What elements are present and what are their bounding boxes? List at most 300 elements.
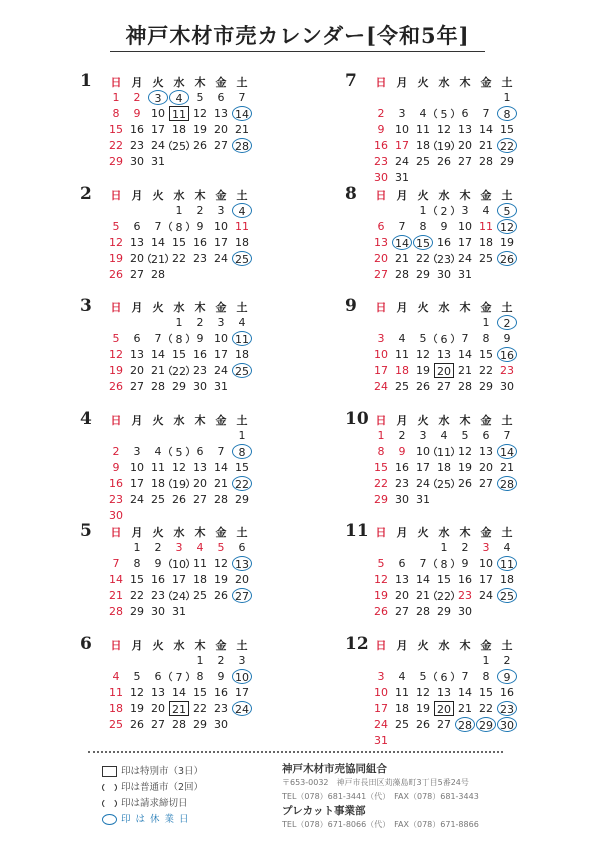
day-cell: 2	[398, 429, 406, 442]
day-cell: 27	[193, 493, 207, 506]
day-cell: 17	[235, 686, 249, 699]
day-cell: 27	[130, 380, 144, 393]
day-cell: 11	[497, 556, 517, 571]
day-cell: 14	[214, 461, 228, 474]
month-4	[80, 409, 310, 522]
day-cell: 20	[434, 701, 454, 716]
month-3	[80, 296, 310, 409]
day-cell: 9	[461, 557, 469, 570]
legend-text: 印は特別市（3日）	[121, 766, 204, 777]
org-address: 〒653-0032 神戸市長田区苅藻島町3丁目5番24号	[282, 778, 469, 787]
day-cell: 9	[217, 670, 225, 683]
day-cell: 7	[154, 332, 162, 345]
weekday-label: 水	[173, 639, 185, 652]
weekday-label: 火	[152, 301, 164, 314]
day-cell: 25	[232, 251, 252, 266]
month-number: 2	[80, 184, 92, 204]
weekday-label: 木	[194, 301, 206, 314]
day-cell: 20	[395, 589, 409, 602]
month-2	[80, 184, 310, 297]
weekday-label: 月	[131, 189, 143, 202]
day-cell: 4	[419, 107, 427, 120]
weekday-label: 月	[396, 639, 408, 652]
day-cell: 12	[437, 123, 451, 136]
paren-mark-icon	[102, 782, 117, 793]
weekday-label: 木	[459, 414, 471, 427]
day-cell: 4	[398, 670, 406, 683]
legend-item-billing-deadline	[102, 797, 203, 813]
day-cell: 15	[235, 461, 249, 474]
day-cell: 18	[395, 364, 409, 377]
day-cell: 6	[154, 670, 162, 683]
day-cell: 1	[175, 204, 183, 217]
day-cell: 18	[500, 573, 514, 586]
day-cell: 26	[437, 155, 451, 168]
day-cell: 8	[482, 670, 490, 683]
weekday-label: 金	[215, 526, 227, 539]
day-cell: 19	[109, 364, 123, 377]
day-cell: 4	[238, 316, 246, 329]
day-cell: 3	[175, 541, 183, 554]
day-cell: 6	[196, 445, 204, 458]
title-underline	[110, 51, 485, 52]
day-cell: 27	[395, 605, 409, 618]
day-cell: 4	[398, 332, 406, 345]
day-cell: 3	[377, 670, 385, 683]
day-cell: 30	[214, 718, 228, 731]
day-cell: 12	[109, 236, 123, 249]
day-cell: 5	[133, 670, 141, 683]
month-6	[80, 634, 310, 747]
weekday-label: 水	[438, 189, 450, 202]
day-cell: 15	[500, 123, 514, 136]
day-cell: 2	[377, 107, 385, 120]
day-cell: 11	[109, 686, 123, 699]
day-cell: 3	[217, 204, 225, 217]
weekday-label: 土	[236, 414, 248, 427]
day-cell: 25	[232, 363, 252, 378]
weekday-label: 木	[459, 189, 471, 202]
day-cell: 13	[437, 348, 451, 361]
day-cell: 3	[377, 332, 385, 345]
month-11	[345, 521, 575, 634]
day-cell: 7	[461, 332, 469, 345]
day-cell: 21	[458, 702, 472, 715]
day-cell: 8	[196, 670, 204, 683]
day-cell: 8	[169, 219, 189, 234]
day-cell: 3	[217, 316, 225, 329]
day-cell: 7	[398, 220, 406, 233]
day-cell: 10	[374, 348, 388, 361]
day-cell: 17	[395, 139, 409, 152]
day-cell: 20	[130, 364, 144, 377]
day-cell: 25	[395, 718, 409, 731]
weekday-label: 木	[194, 414, 206, 427]
day-cell: 25	[169, 138, 189, 153]
month-12	[345, 634, 575, 747]
day-cell: 12	[374, 573, 388, 586]
day-cell: 29	[193, 718, 207, 731]
day-cell: 3	[482, 541, 490, 554]
day-cell: 17	[374, 702, 388, 715]
weekday-label: 木	[194, 526, 206, 539]
day-cell: 4	[440, 429, 448, 442]
weekday-label: 水	[173, 301, 185, 314]
day-cell: 15	[193, 686, 207, 699]
day-cell: 22	[169, 363, 189, 378]
day-cell: 24	[214, 252, 228, 265]
day-cell: 8	[169, 331, 189, 346]
day-cell: 5	[196, 91, 204, 104]
day-cell: 30	[109, 509, 123, 522]
day-cell: 27	[479, 477, 493, 490]
day-cell: 16	[214, 686, 228, 699]
day-cell: 17	[214, 236, 228, 249]
day-cell: 26	[458, 477, 472, 490]
day-cell: 31	[172, 605, 186, 618]
month-number: 3	[80, 296, 92, 316]
day-cell: 4	[112, 670, 120, 683]
day-cell: 15	[172, 236, 186, 249]
day-cell: 2	[196, 204, 204, 217]
day-cell: 2	[461, 541, 469, 554]
day-cell: 20	[193, 477, 207, 490]
day-cell: 24	[374, 718, 388, 731]
day-cell: 12	[458, 445, 472, 458]
day-cell: 6	[461, 107, 469, 120]
day-cell: 1	[133, 541, 141, 554]
day-cell: 15	[374, 461, 388, 474]
weekday-label: 日	[110, 526, 122, 539]
day-cell: 21	[109, 589, 123, 602]
day-cell: 18	[151, 477, 165, 490]
day-cell: 30	[437, 268, 451, 281]
day-cell: 18	[395, 702, 409, 715]
day-cell: 24	[458, 252, 472, 265]
day-cell: 29	[235, 493, 249, 506]
day-cell: 30	[151, 605, 165, 618]
day-cell: 17	[458, 236, 472, 249]
day-cell: 9	[133, 107, 141, 120]
day-cell: 20	[130, 252, 144, 265]
day-cell: 24	[374, 380, 388, 393]
day-cell: 31	[395, 171, 409, 184]
weekday-label: 日	[110, 76, 122, 89]
day-cell: 11	[395, 348, 409, 361]
day-cell: 7	[461, 670, 469, 683]
day-cell: 25	[151, 493, 165, 506]
month-number: 8	[345, 184, 357, 204]
day-cell: 29	[109, 155, 123, 168]
weekday-label: 水	[438, 76, 450, 89]
day-cell: 25	[395, 380, 409, 393]
day-cell: 7	[419, 557, 427, 570]
day-cell: 23	[193, 364, 207, 377]
day-cell: 6	[482, 429, 490, 442]
day-cell: 1	[419, 204, 427, 217]
month-number: 6	[80, 634, 92, 654]
day-cell: 4	[154, 445, 162, 458]
day-cell: 15	[479, 348, 493, 361]
day-cell: 22	[232, 476, 252, 491]
day-cell: 2	[217, 654, 225, 667]
day-cell: 19	[109, 252, 123, 265]
weekday-label: 土	[501, 526, 513, 539]
day-cell: 29	[374, 493, 388, 506]
day-cell: 14	[497, 444, 517, 459]
day-cell: 3	[461, 204, 469, 217]
weekday-label: 火	[152, 76, 164, 89]
day-cell: 11	[193, 557, 207, 570]
legend-text: 印は休業日	[121, 814, 194, 825]
day-cell: 30	[395, 493, 409, 506]
day-cell: 24	[232, 701, 252, 716]
day-cell: 17	[172, 573, 186, 586]
day-cell: 14	[479, 123, 493, 136]
weekday-label: 火	[417, 414, 429, 427]
day-cell: 16	[374, 139, 388, 152]
day-cell: 5	[434, 106, 454, 121]
weekday-label: 木	[459, 526, 471, 539]
legend-text: 印は請求締切日	[121, 798, 188, 809]
day-cell: 9	[497, 669, 517, 684]
weekday-label: 土	[236, 639, 248, 652]
day-cell: 21	[479, 139, 493, 152]
day-cell: 19	[500, 236, 514, 249]
day-cell: 27	[374, 268, 388, 281]
day-cell: 22	[109, 139, 123, 152]
weekday-label: 火	[152, 639, 164, 652]
day-cell: 26	[497, 251, 517, 266]
day-cell: 18	[437, 461, 451, 474]
day-cell: 18	[479, 236, 493, 249]
day-cell: 13	[479, 445, 493, 458]
day-cell: 13	[395, 573, 409, 586]
day-cell: 6	[133, 220, 141, 233]
weekday-label: 木	[194, 76, 206, 89]
day-cell: 23	[395, 477, 409, 490]
weekday-label: 水	[438, 639, 450, 652]
day-cell: 31	[214, 380, 228, 393]
day-cell: 29	[500, 155, 514, 168]
day-cell: 26	[109, 268, 123, 281]
day-cell: 17	[479, 573, 493, 586]
weekday-label: 金	[215, 76, 227, 89]
day-cell: 4	[169, 90, 189, 105]
month-number: 10	[345, 409, 369, 429]
day-cell: 7	[112, 557, 120, 570]
day-cell: 2	[133, 91, 141, 104]
day-cell: 25	[497, 588, 517, 603]
day-cell: 12	[130, 686, 144, 699]
day-cell: 22	[130, 589, 144, 602]
day-cell: 20	[434, 363, 454, 378]
day-cell: 2	[196, 316, 204, 329]
day-cell: 17	[214, 348, 228, 361]
day-cell: 28	[151, 268, 165, 281]
day-cell: 3	[133, 445, 141, 458]
day-cell: 23	[214, 702, 228, 715]
day-cell: 13	[232, 556, 252, 571]
weekday-label: 月	[131, 414, 143, 427]
day-cell: 27	[214, 139, 228, 152]
weekday-label: 月	[396, 76, 408, 89]
day-cell: 11	[151, 461, 165, 474]
organization-info	[282, 762, 479, 832]
day-cell: 12	[172, 461, 186, 474]
day-cell: 1	[175, 316, 183, 329]
day-cell: 16	[193, 236, 207, 249]
day-cell: 22	[374, 477, 388, 490]
day-cell: 20	[374, 252, 388, 265]
weekday-label: 金	[215, 301, 227, 314]
weekday-label: 木	[459, 301, 471, 314]
weekday-label: 火	[152, 526, 164, 539]
weekday-label: 金	[480, 301, 492, 314]
day-cell: 26	[130, 718, 144, 731]
day-cell: 29	[416, 268, 430, 281]
month-5	[80, 521, 310, 634]
weekday-label: 日	[110, 639, 122, 652]
month-8	[345, 184, 575, 297]
day-cell: 22	[497, 138, 517, 153]
day-cell: 15	[413, 235, 433, 250]
day-cell: 10	[151, 107, 165, 120]
day-cell: 17	[151, 123, 165, 136]
weekday-label: 金	[215, 639, 227, 652]
day-cell: 13	[130, 236, 144, 249]
day-cell: 31	[374, 734, 388, 747]
day-cell: 11	[395, 686, 409, 699]
day-cell: 12	[416, 686, 430, 699]
weekday-label: 火	[417, 76, 429, 89]
weekday-label: 月	[131, 301, 143, 314]
day-cell: 23	[434, 251, 454, 266]
day-cell: 16	[109, 477, 123, 490]
day-cell: 21	[235, 123, 249, 136]
day-cell: 22	[416, 252, 430, 265]
day-cell: 5	[217, 541, 225, 554]
day-cell: 25	[434, 476, 454, 491]
day-cell: 1	[440, 541, 448, 554]
weekday-label: 火	[417, 526, 429, 539]
day-cell: 20	[214, 123, 228, 136]
day-cell: 27	[458, 155, 472, 168]
month-number: 11	[345, 521, 369, 541]
day-cell: 30	[500, 380, 514, 393]
day-cell: 3	[238, 654, 246, 667]
day-cell: 16	[458, 573, 472, 586]
day-cell: 8	[434, 556, 454, 571]
day-cell: 31	[151, 155, 165, 168]
day-cell: 16	[130, 123, 144, 136]
day-cell: 24	[214, 364, 228, 377]
day-cell: 13	[214, 107, 228, 120]
weekday-label: 金	[480, 189, 492, 202]
month-number: 1	[80, 71, 92, 91]
day-cell: 21	[169, 701, 189, 716]
month-1	[80, 71, 310, 184]
weekday-label: 水	[173, 526, 185, 539]
day-cell: 14	[232, 106, 252, 121]
day-cell: 12	[109, 348, 123, 361]
day-cell: 5	[419, 670, 427, 683]
day-cell: 24	[169, 588, 189, 603]
day-cell: 28	[395, 268, 409, 281]
paren-mark-icon	[102, 798, 117, 809]
day-cell: 17	[416, 461, 430, 474]
day-cell: 23	[193, 252, 207, 265]
day-cell: 5	[169, 444, 189, 459]
day-cell: 19	[193, 123, 207, 136]
day-cell: 7	[503, 429, 511, 442]
weekday-label: 土	[236, 526, 248, 539]
weekday-label: 火	[152, 189, 164, 202]
day-cell: 5	[112, 220, 120, 233]
square-mark-icon	[102, 766, 117, 777]
day-cell: 18	[235, 348, 249, 361]
day-cell: 9	[398, 445, 406, 458]
day-cell: 28	[151, 380, 165, 393]
day-cell: 21	[458, 364, 472, 377]
weekday-label: 金	[480, 639, 492, 652]
month-number: 5	[80, 521, 92, 541]
day-cell: 1	[482, 654, 490, 667]
day-cell: 16	[151, 573, 165, 586]
day-cell: 14	[172, 686, 186, 699]
day-cell: 22	[479, 364, 493, 377]
day-cell: 4	[482, 204, 490, 217]
day-cell: 29	[479, 380, 493, 393]
month-10	[345, 409, 575, 522]
day-cell: 28	[458, 380, 472, 393]
day-cell: 16	[437, 236, 451, 249]
day-cell: 26	[109, 380, 123, 393]
day-cell: 15	[172, 348, 186, 361]
day-cell: 20	[235, 573, 249, 586]
day-cell: 6	[398, 557, 406, 570]
day-cell: 21	[214, 477, 228, 490]
day-cell: 10	[214, 332, 228, 345]
day-cell: 19	[416, 702, 430, 715]
day-cell: 11	[169, 106, 189, 121]
day-cell: 2	[434, 203, 454, 218]
day-cell: 13	[130, 348, 144, 361]
day-cell: 28	[416, 605, 430, 618]
day-cell: 5	[112, 332, 120, 345]
day-cell: 27	[130, 268, 144, 281]
weekday-label: 月	[396, 526, 408, 539]
day-cell: 20	[479, 461, 493, 474]
month-7	[345, 71, 575, 184]
day-cell: 9	[154, 557, 162, 570]
day-cell: 3	[398, 107, 406, 120]
weekday-label: 日	[375, 189, 387, 202]
day-cell: 22	[193, 702, 207, 715]
day-cell: 29	[130, 605, 144, 618]
day-cell: 8	[419, 220, 427, 233]
day-cell: 16	[193, 348, 207, 361]
day-cell: 15	[437, 573, 451, 586]
day-cell: 19	[130, 702, 144, 715]
org-division-phone: TEL（078）671-8066（代） FAX（078）671-8866	[282, 820, 479, 829]
weekday-label: 金	[480, 414, 492, 427]
legend-text: 印は普通市（2回）	[121, 782, 204, 793]
day-cell: 10	[416, 445, 430, 458]
day-cell: 10	[395, 123, 409, 136]
day-cell: 6	[434, 331, 454, 346]
day-cell: 7	[169, 669, 189, 684]
